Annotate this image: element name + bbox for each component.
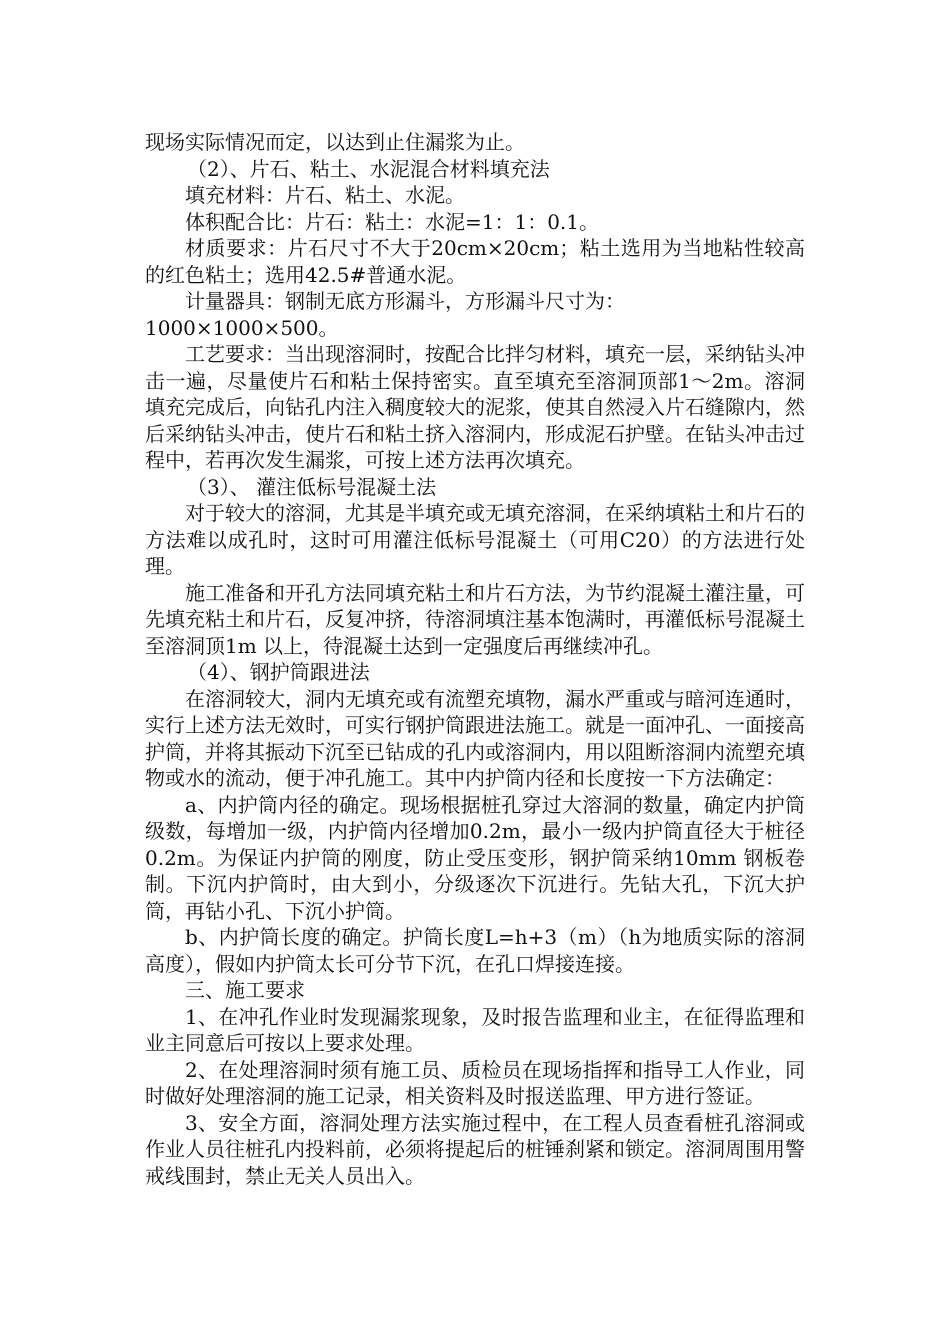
- paragraph: b、内护筒长度的确定。护筒长度L=h+3（m）（h为地质实际的溶洞高度），假如内护筒太长可分节下沉，在孔口焊接连接。: [145, 925, 805, 976]
- section-heading: （2）、片石、粘土、水泥混合材料填充法: [187, 156, 550, 181]
- paragraph: 1000×1000×500。: [145, 315, 339, 340]
- document-body: [145, 129, 805, 1189]
- section-heading: （3）、 灌注低标号混凝土法: [187, 474, 437, 499]
- section-heading: （4）、钢护筒跟进法: [187, 660, 370, 684]
- paragraph: 现场实际情况而定，以达到止住漏浆为止。: [145, 130, 525, 154]
- paragraph: 在溶洞较大，洞内无填充或有流塑充填物，漏水严重或与暗河连通时，实行上述方法无效时，可实行钢护筒跟进法施工。就是一面冲孔、一面接高护筒，并将其振动下沉至已钻成的孔内或溶洞内，用以阻断溶洞内流塑充填物或水的流动，便于冲孔施工。其中内护筒内径和长度按一下方法确定：: [145, 686, 805, 790]
- paragraph: 计量器具：钢制无底方形漏斗，方形漏斗尺寸为：: [185, 289, 625, 313]
- section-heading: 三、施工要求: [185, 978, 305, 1002]
- paragraph: 1、在冲孔作业时发现漏浆现象，及时报告监理和业主，在征得监理和业主同意后可按以上要求处理。: [145, 1004, 805, 1055]
- paragraph: 3、安全方面，溶洞处理方法实施过程中，在工程人员查看桩孔溶洞或作业人员往桩孔内投料前，必须将提起后的桩锤刹紧和锁定。溶洞周围用警戒线围封，禁止无关人员出入。: [145, 1110, 805, 1188]
- paragraph: 施工准备和开孔方法同填充粘土和片石方法，为节约混凝土灌注量，可先填充粘土和片石，反复冲挤，待溶洞填注基本饱满时，再灌低标号混凝土至溶洞顶1m 以上，待混凝土达到一定强度后再继续冲孔。: [145, 580, 805, 658]
- paragraph: 2、在处理溶洞时须有施工员、质检员在现场指挥和指导工人作业，同时做好处理溶洞的施工记录，相关资料及时报送监理、甲方进行签证。: [145, 1057, 805, 1108]
- paragraph: 体积配合比：片石：粘土：水泥=1：1：0.1。: [185, 209, 600, 234]
- paragraph: 材质要求：片石尺寸不大于20cm×20cm；粘土选用为当地粘性较高的红色粘土；选用42.5#普通水泥。: [145, 236, 805, 287]
- paragraph: 对于较大的溶洞，尤其是半填充或无填充溶洞，在采纳填粘土和片石的方法难以成孔时，这时可用灌注低标号混凝土（可用C20）的方法进行处理。: [145, 501, 805, 578]
- paragraph: 工艺要求：当出现溶洞时，按配合比拌匀材料，填充一层，采纳钻头冲击一遍，尽量使片石和粘土保持密实。直至填充至溶洞顶部1～2m。溶洞填充完成后，向钻孔内注入稠度较大的泥浆，使其自然浸入片石缝隙内，然后采纳钻头冲击，使片石和粘土挤入溶洞内，形成泥石护壁。在钻头冲击过程中，若再次发生漏浆，可按上述方法再次填充。: [145, 342, 805, 472]
- paragraph: 填充材料：片石、粘土、水泥。: [185, 183, 465, 207]
- paragraph: a、内护筒内径的确定。现场根据桩孔穿过大溶洞的数量，确定内护筒级数，每增加一级，内护筒内径增加0.2m，最小一级内护筒直径大于桩径0.2m。为保证内护筒的刚度，防止受压变形，钢护筒采纳10mm 钢板卷制。下沉内护筒时，由大到小，分级逐次下沉进行。先钻大孔，下沉大护筒，再钻小孔、下沉小护筒。: [145, 792, 805, 923]
